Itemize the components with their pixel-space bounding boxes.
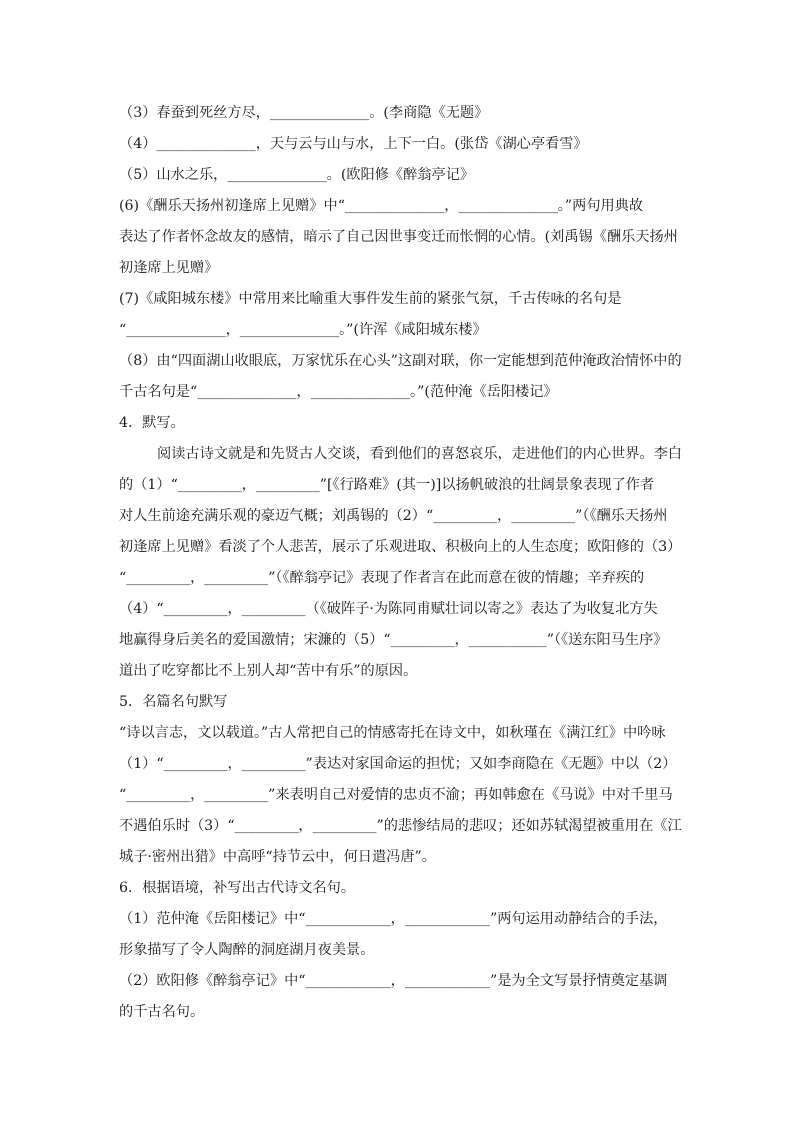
q5-paragraph-line: （1）“_________，_________”表达对家国命运的担忧；又如李商隐在《无题》中以（2）: [119, 756, 677, 772]
q3-4-line: （4）______________，天与云与山与水，上下一白。(张岱《湖心亭看雪》: [119, 136, 588, 152]
q3-6-line-cont: 初逢席上见赠》: [119, 260, 219, 276]
q6-2-line-cont: 的千古名句。: [119, 1004, 205, 1020]
q3-6-line-cont: 表达了作者怀念故友的感情，暗示了自己因世事变迁而怅惘的心情。(刘禹锡《酬乐天扬州: [119, 229, 678, 245]
q5-paragraph-line: 城子·密州出猎》中高呼“持节云中，何日遣冯唐”。: [119, 849, 436, 865]
q6-heading: 6．根据语境，补写出古代诗文名句。: [119, 880, 356, 896]
q5-paragraph-line: 不遇伯乐时（3）“_________，_________”的悲惨结局的悲叹；还如苏轼渴望被重用在《江: [119, 818, 682, 834]
q4-paragraph-line: 初逢席上见赠》看淡了个人悲苦，展示了乐观进取、积极向上的人生态度；欧阳修的（3）: [119, 539, 682, 555]
q4-paragraph-line: 的（1）“_________，_________”[《行路难》(其一)]以扬帆破浪的壮阔景象表现了作者: [119, 477, 655, 493]
q6-1-line-cont: 形象描写了令人陶醉的洞庭湖月夜美景。: [119, 942, 375, 958]
q4-paragraph-line: “_________，_________”（《醉翁亭记》表现了作者言在此而意在彼的情趣；辛弃疾的: [119, 570, 645, 586]
q3-7-line-cont: “______________，______________。”(许浑《咸阳城东楼》: [119, 322, 487, 338]
q4-paragraph-line: （4）“_________，_________（《破阵子·为陈同甫赋壮词以寄之》表达了为收复北方失: [119, 601, 658, 617]
q6-1-line: （1）范仲淹《岳阳楼记》中“____________，____________”两句运用动静结合的手法，: [119, 911, 668, 927]
q5-heading: 5．名篇名句默写: [119, 694, 228, 710]
q5-paragraph-line: “诗以言志，文以载道。”古人常把自己的情感寄托在诗文中，如秋瑾在《满江红》中吟咏: [119, 725, 666, 741]
q6-2-line: （2）欧阳修《醉翁亭记》中“____________，____________”是为全文写景抒情奠定基调: [119, 973, 668, 989]
q4-paragraph-line: 道出了吃穿都比不上别人却“苦中有乐”的原因。: [119, 663, 418, 679]
q3-5-line: （5）山水之乐，______________。(欧阳修《醉翁亭记》: [119, 167, 475, 183]
q3-8-line: （8）由“四面湖山收眼底，万家忧乐在心头”这副对联，你一定能想到范仲淹政治情怀中的: [119, 353, 682, 369]
q3-3-line: （3）春蚕到死丝方尽，______________。(李商隐《无题》: [119, 105, 489, 121]
q3-6-line: (6)《酬乐天扬州初逢席上见赠》中“______________，______________。”两句用典故: [119, 198, 644, 214]
q4-paragraph-line: 阅读古诗文就是和先贤古人交谈，看到他们的喜怒哀乐，走进他们的内心世界。李白: [157, 446, 682, 462]
q3-8-line-cont: 千古名句是“______________，______________。”(范仲淹《岳阳楼记》: [119, 384, 558, 400]
q4-paragraph-line: 对人生前途充满乐观的豪迈气概；刘禹锡的（2）“_________，_________”（《酬乐天扬州: [119, 508, 668, 524]
q4-heading: 4．默写。: [119, 415, 185, 431]
q4-paragraph-line: 地赢得身后美名的爱国激情；宋濂的（5）“_________，___________”（《送东阳马生序》: [119, 632, 668, 648]
q5-paragraph-line: “_________，_________”来表明自己对爱情的忠贞不渝；再如韩愈在《马说》中对千里马: [119, 787, 673, 803]
q3-7-line: (7)《咸阳城东楼》中常用来比喻重大事件发生前的紧张气氛，千古传咏的名句是: [119, 291, 622, 307]
